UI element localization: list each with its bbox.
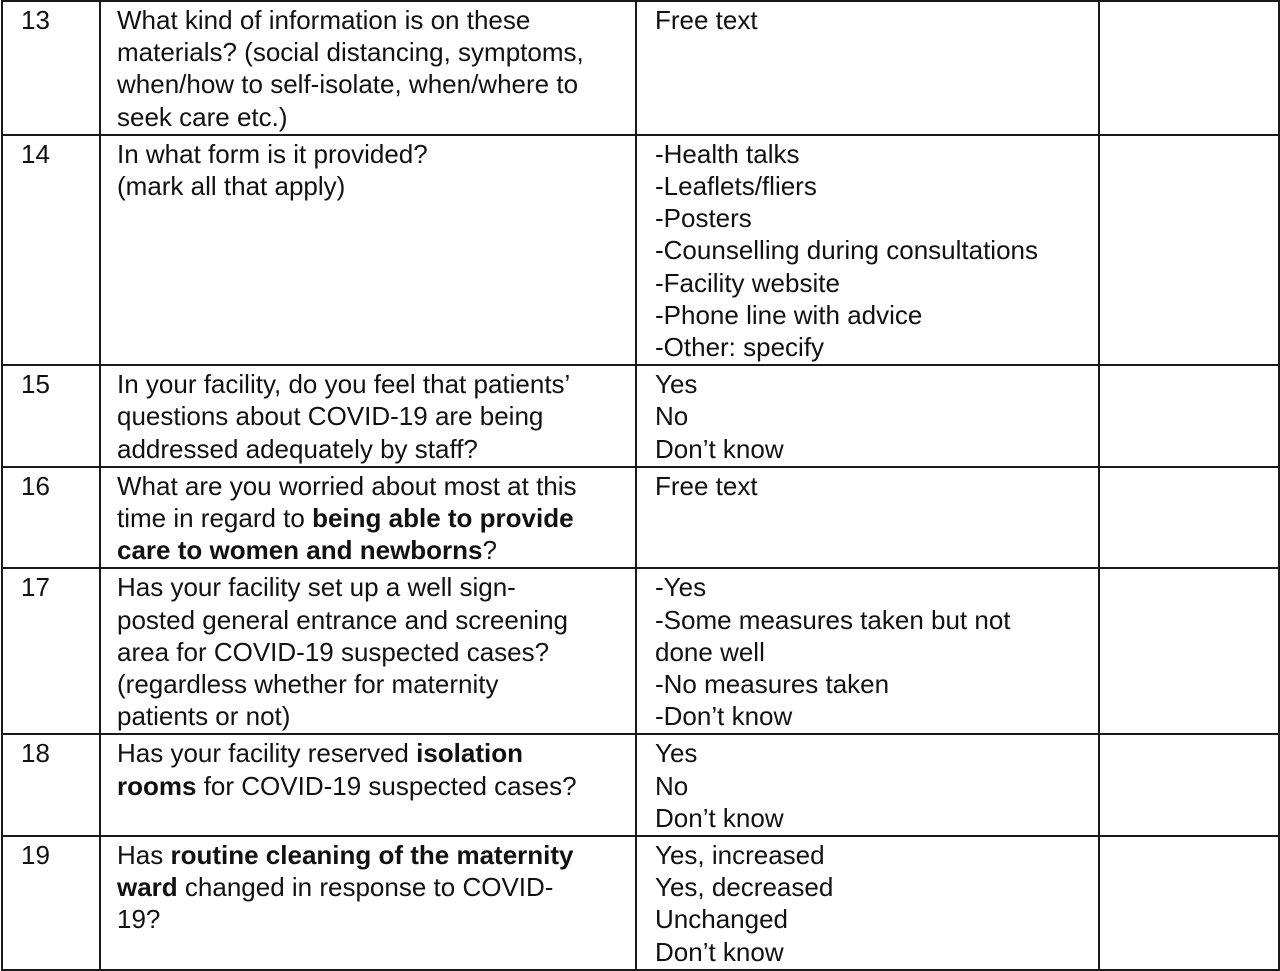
answer-options: [636, 836, 1099, 970]
question-line: [117, 170, 627, 202]
response-cell: [1099, 568, 1279, 734]
question-emphasis: care to women and newborns: [117, 535, 483, 566]
question-line: [117, 534, 627, 566]
answer-option: Don’t know: [655, 802, 784, 833]
answer-option: Unchanged: [655, 904, 788, 935]
question-segment: 19?: [117, 904, 161, 935]
question-line: [117, 138, 627, 170]
question-line: [117, 839, 627, 871]
question-segment: posted general entrance and screening: [117, 604, 568, 635]
question-segment: addressed adequately by staff?: [117, 433, 478, 464]
question-segment: patients or not): [117, 701, 291, 732]
question-text: [100, 734, 636, 836]
answer-option: Don’t know: [655, 433, 784, 464]
question-text: [100, 365, 636, 467]
question-segment: time in regard to: [117, 503, 313, 534]
answer-options: [636, 1, 1099, 135]
answer-option: -Posters: [655, 203, 752, 234]
question-line: [117, 400, 627, 432]
table-row: [2, 365, 1279, 467]
question-line: [117, 368, 627, 400]
table-row: [2, 467, 1279, 569]
question-text: [100, 467, 636, 569]
question-segment: Has your facility set up a well sign-: [117, 572, 516, 603]
answer-option: -Health talks: [655, 138, 800, 169]
response-cell: [1099, 836, 1279, 970]
question-line: [117, 700, 627, 732]
answer-option: -Some measures taken but not: [655, 604, 1011, 635]
question-segment: What kind of information is on these: [117, 5, 531, 35]
response-cell: [1099, 1, 1279, 135]
answer-option: Yes, increased: [655, 840, 825, 871]
table-row: [2, 734, 1279, 836]
question-text: [100, 568, 636, 734]
answer-option: -Yes: [655, 572, 707, 603]
question-segment: Has: [117, 840, 171, 871]
answer-option: Yes, decreased: [655, 872, 834, 903]
answer-option: Free text: [655, 5, 758, 35]
question-text: [100, 135, 636, 365]
answer-option: -No measures taken: [655, 669, 890, 700]
question-line: [117, 101, 627, 133]
question-line: [117, 737, 627, 769]
response-cell: [1099, 135, 1279, 365]
question-line: [117, 571, 627, 603]
question-line: [117, 903, 627, 935]
answer-option: -Facility website: [655, 267, 840, 298]
response-cell: [1099, 467, 1279, 569]
table-row: [2, 836, 1279, 970]
question-segment: (regardless whether for maternity: [117, 669, 499, 700]
answer-options: [636, 568, 1099, 734]
response-cell: [1099, 734, 1279, 836]
question-emphasis: routine cleaning of the maternity: [170, 840, 574, 871]
question-segment: when/how to self-isolate, when/where to: [117, 69, 579, 100]
questionnaire-body: [2, 1, 1279, 970]
answer-option: -Other: specify: [655, 332, 825, 363]
answer-options: [636, 365, 1099, 467]
question-emphasis: isolation: [416, 738, 524, 769]
question-line: [117, 871, 627, 903]
answer-option: -Phone line with advice: [655, 299, 923, 330]
questionnaire-table: [1, 0, 1280, 971]
answer-option: Don’t know: [655, 936, 784, 967]
response-cell: [1099, 365, 1279, 467]
question-segment: changed in response to COVID-: [177, 872, 554, 903]
question-number: 19: [2, 836, 100, 970]
question-line: [117, 668, 627, 700]
question-segment: area for COVID-19 suspected cases?: [117, 636, 550, 667]
question-emphasis: being able to provide: [312, 503, 574, 534]
question-line: [117, 604, 627, 636]
question-line: [117, 68, 627, 100]
question-line: [117, 770, 627, 802]
question-number: 15: [2, 365, 100, 467]
answer-option: Free text: [655, 470, 758, 501]
question-emphasis: rooms: [117, 770, 197, 801]
question-segment: questions about COVID-19 are being: [117, 401, 544, 432]
question-number: 18: [2, 734, 100, 836]
question-number: 13: [2, 1, 100, 135]
question-line: [117, 502, 627, 534]
answer-options: [636, 734, 1099, 836]
question-segment: In your facility, do you feel that patients’: [117, 369, 571, 400]
answer-option: No: [655, 401, 689, 432]
answer-option: -Leaflets/fliers: [655, 171, 817, 202]
answer-options: [636, 467, 1099, 569]
question-line: [117, 36, 627, 68]
question-segment: for COVID-19 suspected cases?: [196, 770, 577, 801]
table-row: [2, 568, 1279, 734]
question-line: [117, 470, 627, 502]
question-emphasis: ward: [117, 872, 178, 903]
table-row: [2, 1, 1279, 135]
question-segment: ?: [482, 535, 497, 566]
question-segment: materials? (social distancing, symptoms,: [117, 37, 584, 68]
question-text: [100, 836, 636, 970]
answer-options: [636, 135, 1099, 365]
question-segment: What are you worried about most at this: [117, 470, 577, 501]
table-row: [2, 135, 1279, 365]
answer-option: -Don’t know: [655, 701, 793, 732]
question-segment: Has your facility reserved: [117, 738, 417, 769]
question-line: [117, 433, 627, 465]
question-segment: In what form is it provided?: [117, 138, 428, 169]
question-number: 16: [2, 467, 100, 569]
question-line: [117, 4, 627, 36]
question-text: [100, 1, 636, 135]
answer-option: -Counselling during consultations: [655, 235, 1039, 266]
question-segment: seek care etc.): [117, 101, 288, 132]
question-number: 14: [2, 135, 100, 365]
answer-option: No: [655, 770, 689, 801]
answer-option: done well: [655, 636, 765, 667]
question-line: [117, 636, 627, 668]
question-number: 17: [2, 568, 100, 734]
question-segment: (mark all that apply): [117, 171, 346, 202]
answer-option: Yes: [655, 738, 698, 769]
answer-option: Yes: [655, 369, 698, 400]
